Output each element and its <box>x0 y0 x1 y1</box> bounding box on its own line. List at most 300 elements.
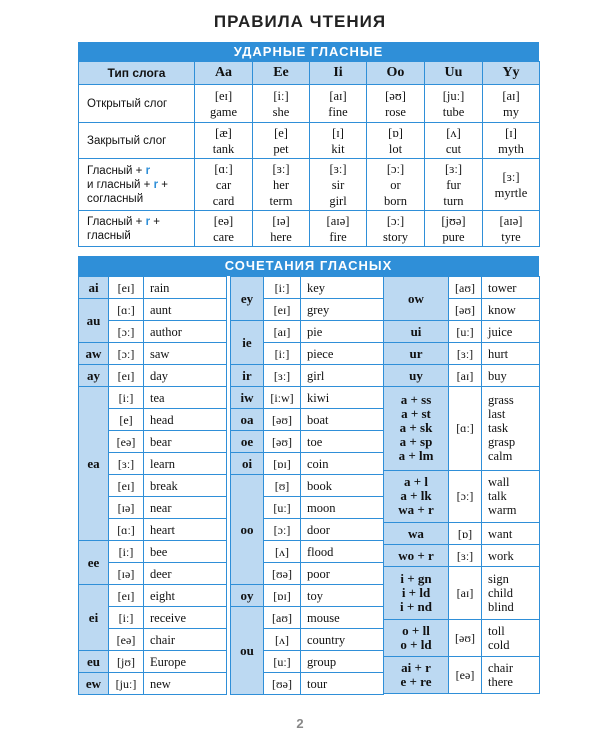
example-word: bee <box>144 541 227 563</box>
transcription: [eə] <box>213 213 234 228</box>
key-line: ow <box>408 290 424 306</box>
example-word: grey <box>301 299 384 321</box>
label-line: согласный <box>87 192 144 205</box>
vowel-cell <box>195 123 253 159</box>
example-word: aunt <box>144 299 227 321</box>
table-row <box>231 387 384 409</box>
syllable-type-label <box>79 159 195 211</box>
combination-key <box>384 277 449 321</box>
table-row <box>384 545 540 567</box>
key-line: e + re <box>400 673 432 689</box>
combination-key: ei <box>79 585 109 651</box>
word-line: work <box>488 548 514 563</box>
example-word: pet <box>273 141 289 156</box>
table-row <box>231 585 384 607</box>
combinations-column-2 <box>230 276 384 695</box>
key-line: o + ll <box>402 622 430 638</box>
vowel-cell <box>483 85 540 123</box>
example-word: flood <box>301 541 384 563</box>
example-word <box>482 656 540 693</box>
example-word: my <box>503 104 519 119</box>
key-line: a + lm <box>398 448 434 464</box>
table-row <box>79 387 227 409</box>
example-word <box>482 523 540 545</box>
transcription: [æ] <box>215 125 232 140</box>
transcription: [ʌ] <box>264 629 301 651</box>
example-word: chair <box>144 629 227 651</box>
letter-header: Ee <box>253 62 310 85</box>
combination-key <box>384 523 449 545</box>
example-word <box>482 365 540 387</box>
key-line: i + nd <box>400 598 432 614</box>
transcription: [aɪ] <box>329 88 347 103</box>
header-row <box>79 62 540 85</box>
combination-key <box>384 619 449 656</box>
transcription: [aɪə] <box>326 213 350 228</box>
example-word <box>482 567 540 620</box>
transcription: [ɔː] <box>386 161 405 176</box>
combination-key: aw <box>79 343 109 365</box>
combination-key <box>384 321 449 343</box>
example-word: pie <box>301 321 384 343</box>
table-row <box>231 607 384 629</box>
example-word: girl <box>301 365 384 387</box>
example-word <box>482 619 540 656</box>
key-line: ui <box>410 323 422 339</box>
key-line: a + l <box>403 474 429 490</box>
vowel-cell <box>253 123 310 159</box>
vowel-cell <box>253 159 310 211</box>
table-row <box>79 673 227 695</box>
transcription: [uː] <box>264 497 301 519</box>
example-word: myrtle <box>494 185 528 200</box>
transcription: [e] <box>109 409 144 431</box>
combinations-table <box>383 276 540 694</box>
table-row <box>231 475 384 497</box>
example-word: break <box>144 475 227 497</box>
transcription: [ɔː] <box>386 213 405 228</box>
word-line: hurt <box>488 346 509 361</box>
transcription: [ɔː] <box>109 321 144 343</box>
syllable-type-label <box>79 123 195 159</box>
example-word: or <box>390 177 401 192</box>
transcription: [aɪ] <box>449 567 482 620</box>
example-word: tube <box>442 104 465 119</box>
transcription: [iː] <box>109 387 144 409</box>
example-word: born <box>384 193 407 208</box>
transcription: [iːw] <box>264 387 301 409</box>
example-word: here <box>270 229 292 244</box>
word-line: wall <box>488 475 510 490</box>
vowel-cell <box>195 85 253 123</box>
syllable-row <box>79 211 540 247</box>
syllable-row <box>79 123 540 159</box>
example-word: deer <box>144 563 227 585</box>
example-word: term <box>269 193 293 208</box>
example-word: boat <box>301 409 384 431</box>
word-line: buy <box>488 368 507 383</box>
word-line: cold <box>488 637 510 652</box>
vowel-cell <box>425 85 483 123</box>
transcription: [ʌ] <box>264 541 301 563</box>
combination-key: ie <box>231 321 264 365</box>
stressed-vowels-heading: УДАРНЫЕ ГЛАСНЫЕ <box>78 42 539 61</box>
transcription: [ɪ] <box>505 125 517 140</box>
example-word: story <box>383 229 408 244</box>
example-word: myth <box>498 141 524 156</box>
example-word: tyre <box>501 229 521 244</box>
transcription: [eɪ] <box>109 585 144 607</box>
word-line: task <box>488 421 509 436</box>
combination-key: ee <box>79 541 109 585</box>
key-line: a + sp <box>399 434 433 450</box>
word-line: sign <box>488 571 509 586</box>
example-word: fire <box>329 229 347 244</box>
word-line: there <box>488 674 513 689</box>
word-line: grasp <box>488 435 516 450</box>
table-row <box>384 523 540 545</box>
example-word: heart <box>144 519 227 541</box>
combination-key <box>384 567 449 620</box>
table-row <box>79 585 227 607</box>
example-word: saw <box>144 343 227 365</box>
word-line: grass <box>488 393 514 408</box>
transcription: [ɜː] <box>329 161 347 176</box>
example-word: key <box>301 277 384 299</box>
letter-header: Uu <box>425 62 483 85</box>
example-word: game <box>209 104 238 119</box>
example-word <box>482 277 540 299</box>
example-word: fur <box>446 177 461 192</box>
table-row <box>384 567 540 620</box>
label-line: Открытый слог <box>87 97 168 110</box>
table-row <box>384 321 540 343</box>
table-row <box>384 343 540 365</box>
key-line: wa + r <box>398 502 434 518</box>
table-row <box>231 409 384 431</box>
example-word: tea <box>144 387 227 409</box>
transcription: [iː] <box>264 277 301 299</box>
example-word: fine <box>328 104 348 119</box>
transcription: [ɜː] <box>449 343 482 365</box>
combination-key <box>384 656 449 693</box>
transcription: [jʊə] <box>441 213 466 228</box>
table-row <box>384 387 540 471</box>
key-line: i + ld <box>401 584 431 600</box>
table-row <box>384 619 540 656</box>
combination-key: au <box>79 299 109 343</box>
vowel-combinations-heading: СОЧЕТАНИЯ ГЛАСНЫХ <box>78 256 539 276</box>
transcription: [ɔː] <box>264 519 301 541</box>
example-word: learn <box>144 453 227 475</box>
word-line: talk <box>488 489 507 504</box>
transcription: [eɪ] <box>109 365 144 387</box>
combinations-column-3 <box>383 276 540 694</box>
key-line: uy <box>409 367 423 383</box>
example-word: Europe <box>144 651 227 673</box>
example-word: girl <box>329 193 347 208</box>
vowel-cell <box>195 159 253 211</box>
example-word: tour <box>301 673 384 695</box>
table-row <box>231 277 384 299</box>
label-line: Гласный + r + <box>87 215 160 228</box>
transcription: [eə] <box>109 629 144 651</box>
table-row <box>384 277 540 299</box>
example-word: group <box>301 651 384 673</box>
word-line: blind <box>488 599 514 614</box>
vowel-cell <box>310 159 367 211</box>
example-word: country <box>301 629 384 651</box>
key-line: a + sk <box>399 420 433 436</box>
word-line: juice <box>488 324 513 339</box>
label-line: Гласный + r <box>87 164 151 177</box>
transcription: [ʌ] <box>446 125 461 140</box>
table-row <box>79 343 227 365</box>
page-title: ПРАВИЛА ЧТЕНИЯ <box>213 12 387 31</box>
example-word: pure <box>442 229 465 244</box>
example-word <box>482 470 540 523</box>
syllable-row <box>79 85 540 123</box>
vowel-cell <box>425 123 483 159</box>
word-line: know <box>488 302 516 317</box>
transcription: [aɪə] <box>499 213 523 228</box>
transcription: [eə] <box>109 431 144 453</box>
combination-key: ou <box>231 607 264 695</box>
example-word: rain <box>144 277 227 299</box>
example-word <box>482 299 540 321</box>
example-word: car <box>215 177 232 192</box>
example-word <box>482 387 540 471</box>
transcription: [ɑː] <box>214 161 233 176</box>
example-word: bear <box>144 431 227 453</box>
letter-header: Aa <box>195 62 253 85</box>
word-line: calm <box>488 449 513 464</box>
example-word: moon <box>301 497 384 519</box>
example-word: toe <box>301 431 384 453</box>
transcription: [iː] <box>264 343 301 365</box>
example-word <box>482 343 540 365</box>
example-word: new <box>144 673 227 695</box>
table-row <box>79 541 227 563</box>
example-word: she <box>272 104 290 119</box>
table-row <box>79 277 227 299</box>
transcription: [ɜː] <box>272 161 290 176</box>
example-word: book <box>301 475 384 497</box>
combination-key <box>384 387 449 471</box>
vowel-cell <box>425 159 483 211</box>
transcription: [eɪ] <box>109 277 144 299</box>
example-word: eight <box>144 585 227 607</box>
transcription: [ɔː] <box>449 470 482 523</box>
key-line: wa <box>408 525 424 541</box>
transcription: [iː] <box>273 88 289 103</box>
example-word: rose <box>385 104 406 119</box>
example-word: mouse <box>301 607 384 629</box>
transcription: [iː] <box>109 607 144 629</box>
transcription: [əʊ] <box>264 409 301 431</box>
transcription: [ʊ] <box>264 475 301 497</box>
example-word: near <box>144 497 227 519</box>
transcription: [e] <box>274 125 288 140</box>
example-word: author <box>144 321 227 343</box>
combination-key <box>384 365 449 387</box>
table-row <box>79 299 227 321</box>
transcription: [ɑː] <box>109 519 144 541</box>
transcription: [aɪ] <box>449 365 482 387</box>
key-line: a + st <box>401 406 431 422</box>
transcription: [ɪ] <box>332 125 344 140</box>
example-word: lot <box>388 141 403 156</box>
table-row <box>79 651 227 673</box>
example-word <box>482 321 540 343</box>
key-line: i + gn <box>400 570 432 586</box>
combination-key: oo <box>231 475 264 585</box>
transcription: [ɜː] <box>449 545 482 567</box>
combinations-table <box>230 276 384 695</box>
transcription: [əʊ] <box>449 299 482 321</box>
transcription: [ɒ] <box>449 523 482 545</box>
combination-key: ew <box>79 673 109 695</box>
key-line: a + lk <box>400 488 432 504</box>
vowel-cell <box>367 123 425 159</box>
transcription: [ɔː] <box>109 343 144 365</box>
transcription: [aʊ] <box>449 277 482 299</box>
key-line: ur <box>409 345 423 361</box>
word-line: chair <box>488 660 513 675</box>
transcription: [ɜː] <box>444 161 463 176</box>
syllable-row <box>79 159 540 211</box>
transcription: [ɒ] <box>388 125 403 140</box>
transcription: [ɪə] <box>272 213 290 228</box>
combinations-table <box>78 276 227 695</box>
table-row <box>384 365 540 387</box>
transcription: [ʊə] <box>264 673 301 695</box>
transcription: [ɑː] <box>449 387 482 471</box>
example-word: care <box>213 229 234 244</box>
label-line: гласный <box>87 229 131 242</box>
word-line: warm <box>488 503 517 518</box>
vowel-cell <box>310 85 367 123</box>
table-row <box>384 656 540 693</box>
example-word: head <box>144 409 227 431</box>
combination-key: oy <box>231 585 264 607</box>
transcription: [ɪə] <box>109 563 144 585</box>
transcription: [əʊ] <box>264 431 301 453</box>
combination-key: oa <box>231 409 264 431</box>
transcription: [ɒɪ] <box>264 585 301 607</box>
example-word: card <box>212 193 235 208</box>
transcription: [ɜː] <box>264 365 301 387</box>
example-word: her <box>273 177 289 192</box>
vowel-cell <box>367 85 425 123</box>
example-word: door <box>301 519 384 541</box>
transcription: [jʊ] <box>109 651 144 673</box>
vowel-cell <box>483 159 540 211</box>
transcription: [aɪ] <box>264 321 301 343</box>
label-line: и гласный + r + <box>87 178 168 191</box>
example-word: kit <box>331 141 345 156</box>
word-line: want <box>488 526 513 541</box>
combination-key: oe <box>231 431 264 453</box>
transcription: [eɪ] <box>109 475 144 497</box>
transcription: [juː] <box>109 673 144 695</box>
combination-key <box>384 343 449 365</box>
vowel-cell <box>310 123 367 159</box>
example-word: piece <box>301 343 384 365</box>
example-word: turn <box>443 193 464 208</box>
transcription: [uː] <box>449 321 482 343</box>
transcription: [ɑː] <box>109 299 144 321</box>
combination-key: ea <box>79 387 109 541</box>
transcription: [uː] <box>264 651 301 673</box>
example-word: kiwi <box>301 387 384 409</box>
example-word: toy <box>301 585 384 607</box>
key-line: ai + r <box>401 659 431 675</box>
transcription: [ʊə] <box>264 563 301 585</box>
combination-key: ai <box>79 277 109 299</box>
transcription: [əʊ] <box>449 619 482 656</box>
combination-key: eu <box>79 651 109 673</box>
vowel-cell <box>367 159 425 211</box>
stressed-vowels-table <box>78 61 540 247</box>
vowel-cell <box>483 123 540 159</box>
page-number: 2 <box>296 716 304 731</box>
table-row <box>231 321 384 343</box>
combination-key: iw <box>231 387 264 409</box>
word-line: tower <box>488 280 517 295</box>
table-row <box>79 365 227 387</box>
transcription: [eɪ] <box>264 299 301 321</box>
example-word: day <box>144 365 227 387</box>
example-word <box>482 545 540 567</box>
combinations-column-1 <box>78 276 227 695</box>
vowel-cell <box>483 211 540 247</box>
combination-key: ir <box>231 365 264 387</box>
transcription: [əʊ] <box>385 88 406 103</box>
word-line: last <box>488 407 506 422</box>
transcription: [ɒɪ] <box>264 453 301 475</box>
table-row <box>384 470 540 523</box>
vowel-cell <box>367 211 425 247</box>
syllable-type-label <box>79 211 195 247</box>
combination-key: ey <box>231 277 264 321</box>
example-word: tank <box>212 141 235 156</box>
transcription: [eɪ] <box>214 88 233 103</box>
table-row <box>231 431 384 453</box>
vowel-cell <box>425 211 483 247</box>
transcription: [ɪə] <box>109 497 144 519</box>
table-row <box>231 365 384 387</box>
example-word: cut <box>445 141 462 156</box>
transcription: [aʊ] <box>264 607 301 629</box>
vowel-cell <box>310 211 367 247</box>
vowel-cell <box>195 211 253 247</box>
example-word: receive <box>144 607 227 629</box>
combination-key: ay <box>79 365 109 387</box>
letter-header: Oo <box>367 62 425 85</box>
transcription: [ɜː] <box>502 169 520 184</box>
word-line: toll <box>488 623 505 638</box>
example-word: poor <box>301 563 384 585</box>
combination-key <box>384 545 449 567</box>
syllable-type-header: Тип слога <box>79 62 195 85</box>
transcription: [aɪ] <box>502 88 520 103</box>
combination-key: oi <box>231 453 264 475</box>
label-line: Закрытый слог <box>87 134 167 147</box>
letter-header: Ii <box>310 62 367 85</box>
word-line: child <box>488 585 513 600</box>
transcription: [ɜː] <box>109 453 144 475</box>
